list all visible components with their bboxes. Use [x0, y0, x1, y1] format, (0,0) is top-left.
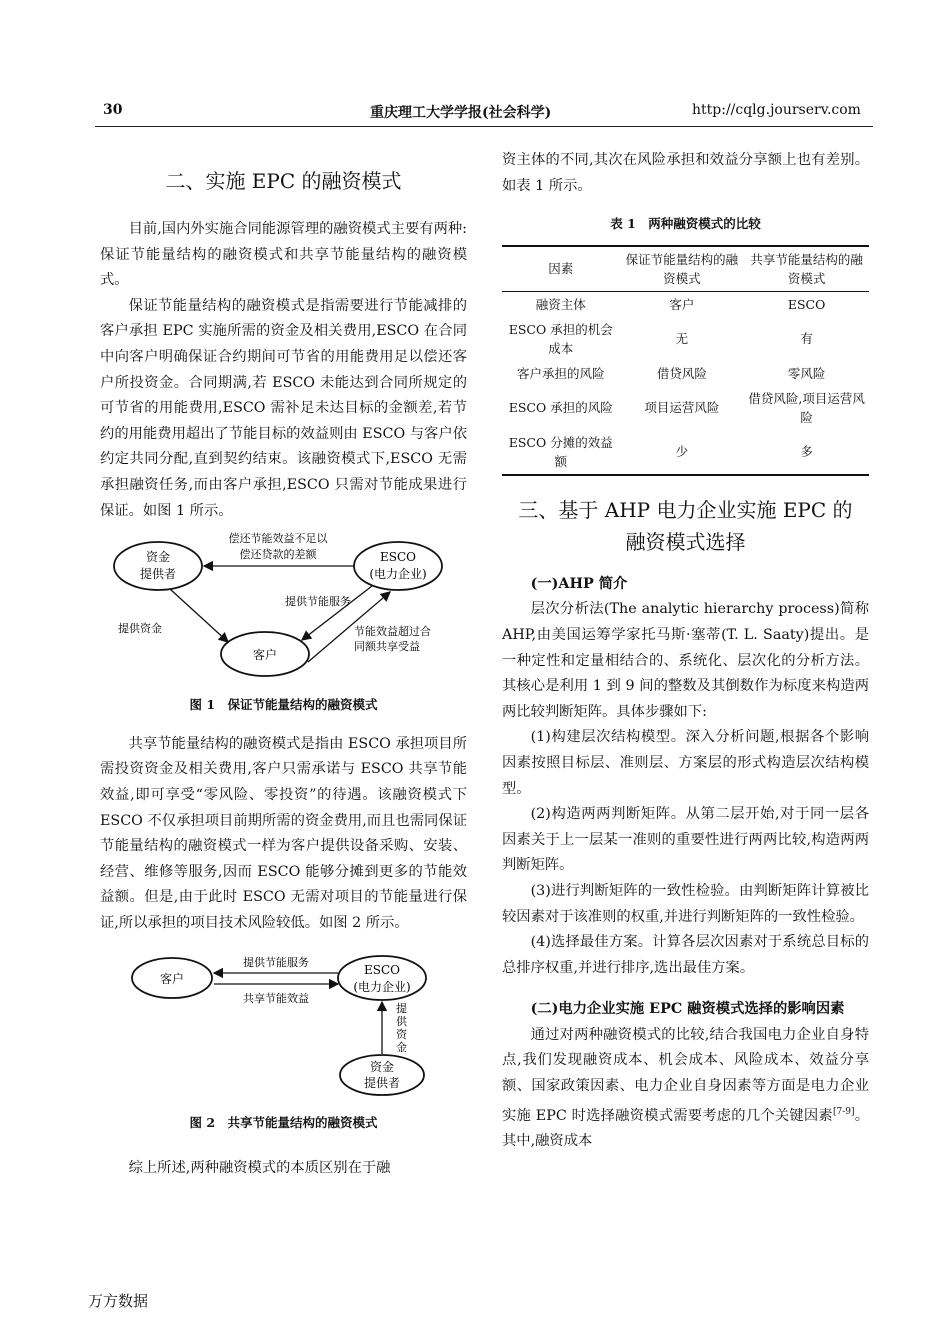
figure-1-diagram: [100, 532, 467, 682]
paragraph-ahp: 层次分析法(The analytic hierarchy process)简称 AHP,由美国运筹学家托马斯·塞蒂(T. L. Saaty)提出。是一种定性和定量相结合的、系统化、层次化的分析方法。其核心是利用 1 到 9 间的整数及其倒数作为标度来构造两两比较判断矩阵。具体步骤如下:: [502, 601, 869, 720]
paragraph-intro: 目前,国内外实施合同能源管理的融资模式主要有两种:保证节能量结构的融资模式和共享节能量结构的融资模式。: [100, 221, 467, 289]
factors-text-end: 。其中,融资成本: [502, 1107, 869, 1150]
table-cell: 少: [675, 444, 689, 460]
fig2-esco-label-1: ESCO: [364, 963, 400, 978]
table-row: [502, 291, 869, 317]
section-3-title-line-1: 三、基于 AHP 电力企业实施 EPC 的: [518, 497, 853, 522]
header-rule: [95, 126, 873, 127]
table-cell: ESCO: [787, 296, 826, 312]
header-factor: 因素: [548, 261, 574, 277]
figure-1-caption: 图 1 保证节能量结构的融资模式: [189, 697, 378, 713]
subsection-factors-title: (二)电力企业实施 EPC 融资模式选择的影响因素: [530, 1001, 845, 1018]
fig2-vertical-label-char: 提: [396, 1002, 407, 1016]
table-1-caption: 表 1 两种融资模式的比较: [610, 216, 761, 232]
watermark: 万方数据: [88, 1292, 149, 1310]
citation: [7-9]: [832, 1106, 855, 1117]
section-2-title: 二、实施 EPC 的融资模式: [165, 169, 402, 193]
comparison-table: [502, 245, 869, 476]
table-cell: 项目运营风险: [644, 400, 720, 416]
fig2-arrow-fund-label: [396, 1001, 408, 1054]
header-guaranteed: 保证节能量结构的融资模式: [625, 251, 739, 286]
table-cell: 零风险: [787, 365, 826, 381]
fig2-funder-label-1: 资金: [369, 1060, 395, 1075]
fig2-vertical-label-char: 金: [396, 1041, 407, 1055]
page-number: 30: [103, 102, 123, 118]
table-row: [502, 430, 869, 475]
table-cell: 客户承担的风险: [516, 365, 605, 381]
funder-label-2: 提供者: [139, 567, 177, 582]
figure-2-diagram: [100, 950, 467, 1100]
funder-label-1: 资金: [145, 550, 171, 565]
table-cell: ESCO 承担的风险: [508, 400, 613, 416]
fig2-vertical-label-char: 供: [396, 1015, 407, 1029]
client-label: 客户: [252, 648, 278, 663]
right-column: [502, 148, 869, 1155]
table-cell: 借贷风险,项目运营风险: [748, 390, 865, 425]
fig2-esco-label-2: (电力企业): [353, 980, 411, 995]
table-cell: 有: [800, 331, 813, 347]
arrow-repay-label-1: 偿还节能效益不足以: [228, 532, 328, 546]
table-cell: 借贷风险: [656, 365, 707, 381]
paragraph-step-3: (3)进行判断矩阵的一致性检验。由判断矩阵计算被比较因素对于该准则的权重,并进行判断矩阵的一致性检验。: [502, 882, 869, 925]
journal-url: http://cqlg.jourserv.com: [692, 102, 861, 118]
paragraph-step-4: (4)选择最佳方案。计算各层次因素对于系统总目标的总排序权重,并进行排序,选出最佳方案。: [502, 934, 869, 976]
fig2-vertical-label-char: 资: [396, 1028, 407, 1042]
paragraph-step-1: (1)构建层次结构模型。深入分析问题,根据各个影响因素按照目标层、准则层、方案层的形式构造层次结构模型。: [502, 729, 869, 797]
arrow-service-label: 提供节能服务: [285, 595, 351, 609]
figure-2-caption: 图 2 共享节能量结构的融资模式: [189, 1115, 378, 1131]
table-header-row: [502, 246, 869, 292]
table-cell: 无: [675, 331, 689, 347]
journal-title: 重庆理工大学学报(社会科学): [370, 105, 552, 121]
fig2-arrow-share-label: 共享节能效益: [243, 992, 309, 1006]
table-row: [502, 317, 869, 361]
factors-text: 通过对两种融资模式的比较,结合我国电力企业自身特点,我们发现融资成本、机会成本、风险成本、效益分享额、国家政策因素、电力企业自身因素等方面是电力企业实施 EPC 时选择融资模式需要考虑的几个关键因素: [502, 1026, 869, 1124]
table-cell: ESCO 分摊的效益额: [508, 434, 613, 469]
paragraph-summary-cont: 资主体的不同,其次在风险承担和效益分享额上也有差别。如表 1 所示。: [502, 152, 869, 194]
table-cell: 多: [800, 444, 813, 460]
paragraph-step-2: (2)构造两两判断矩阵。从第二层开始,对于同一层各因素关于上一层某一准则的重要性进行两两比较,构造两两判断矩阵。: [502, 806, 869, 874]
esco-label-1: ESCO: [380, 550, 416, 565]
arrow-share-label-1: 节能效益超过合: [354, 625, 431, 639]
arrow-share-label-2: 同额共享受益: [354, 640, 420, 654]
arrow-fund-label: 提供资金: [118, 622, 162, 636]
subsection-ahp-title: (一)AHP 简介: [530, 575, 628, 592]
arrow-fund: [170, 589, 228, 642]
table-cell: 融资主体: [535, 296, 586, 312]
header-shared: 共享节能量结构的融资模式: [750, 251, 863, 286]
paragraph-factors: [502, 1023, 869, 1155]
fig2-arrow-service-label: 提供节能服务: [243, 956, 309, 970]
table-cell: ESCO 承担的机会成本: [508, 321, 613, 356]
paragraph-summary-start: 综上所述,两种融资模式的本质区别在于融: [128, 1160, 391, 1177]
table-row: [502, 361, 869, 386]
paragraph-guaranteed-model: 保证节能量结构的融资模式是指需要进行节能减排的客户承担 EPC 实施所需的资金及相关费用,ESCO 在合同中向客户明确保证合约期间可节省的用能费用足以偿还客户所投资金。合同期满,若 ESCO 未能达到合同所规定的可节省的用能费用,ESCO 需补足未达目标的金额差,若节约的用能费用超出了节能目标的效益则由 ESCO 与客户依约定共同分配,直到契约结束。该融资模式下,ESCO 无需承担融资任务,而由客户承担,ESCO 只需对节能成果进行保证。如图 1 所示。: [100, 297, 467, 519]
section-3-title-line-2: 融资模式选择: [625, 529, 746, 554]
left-column: [100, 165, 467, 1182]
table-cell: 客户: [669, 296, 695, 312]
fig2-client-label: 客户: [159, 972, 185, 987]
arrow-repay-label-2: 偿还贷款的差额: [239, 548, 317, 562]
table-row: [502, 386, 869, 430]
paragraph-shared-model: 共享节能量结构的融资模式是指由 ESCO 承担项目所需投资资金及相关费用,客户只需承诺与 ESCO 共享节能效益,即可享受“零风险、零投资”的待遇。该融资模式下 ESCO 不仅承担项目前期所需的资金费用,而且也需同保证节能量结构的融资模式一样为客户提供设备采购、安装、经营、维修等服务,因而 ESCO 能够分摊到更多的节能效益额。但是,由于此时 ESCO 无需对项目的节能量进行保证,所以承担的项目技术风险较低。如图 2 所示。: [100, 735, 467, 931]
fig2-funder-label-2: 提供者: [363, 1076, 401, 1091]
esco-label-2: (电力企业): [369, 567, 427, 582]
